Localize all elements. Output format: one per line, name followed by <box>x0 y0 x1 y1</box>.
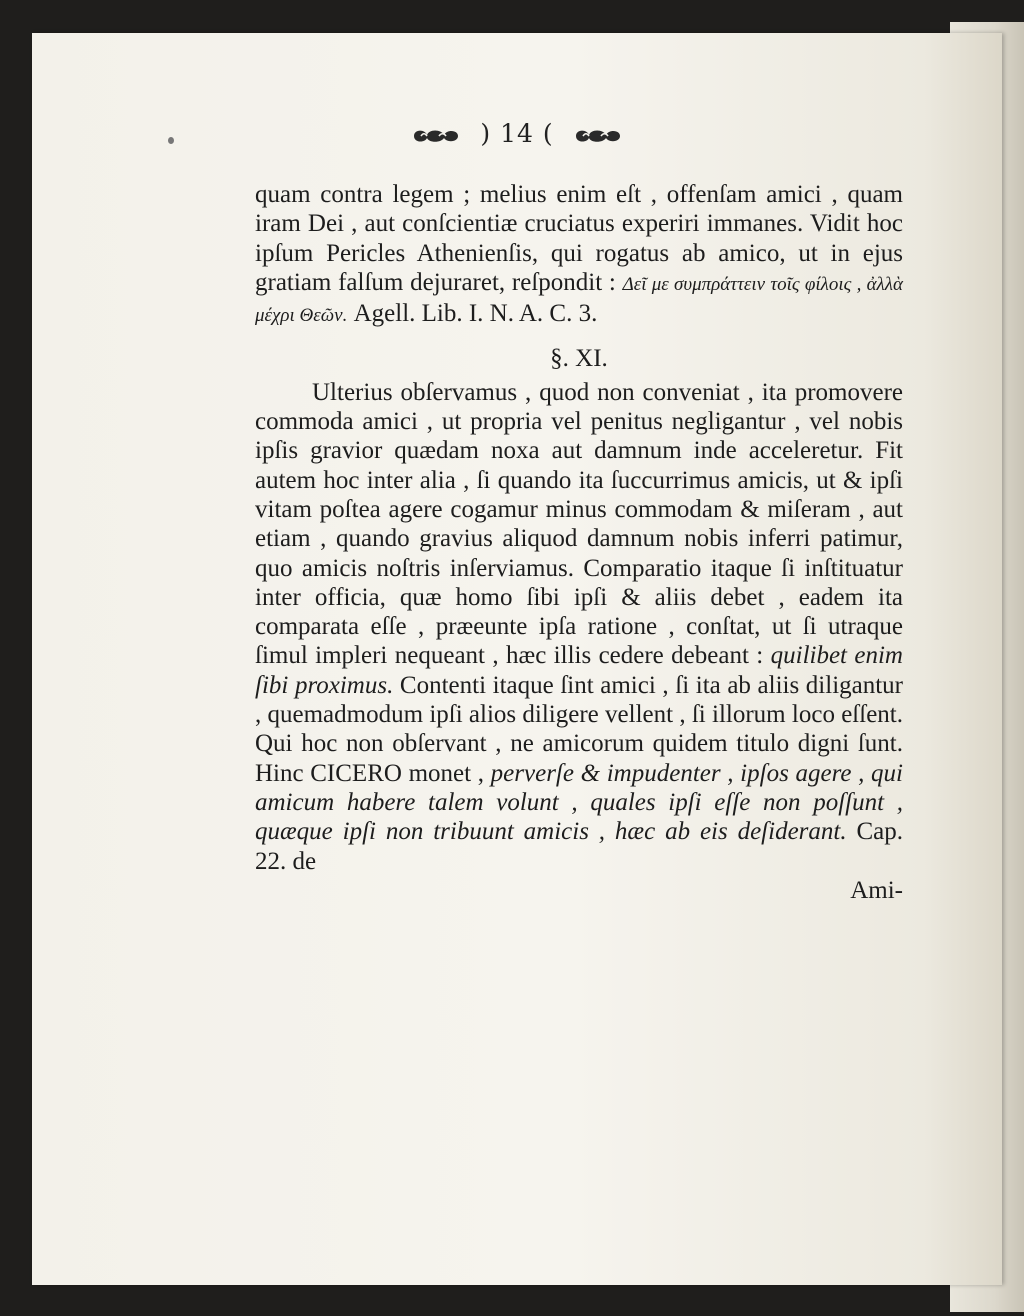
book-page <box>32 33 1002 1285</box>
section-heading: §. XI. <box>550 345 608 373</box>
catchword: Ami- <box>850 876 903 904</box>
page-header <box>32 119 1002 148</box>
paragraph-1: quam contra legem ; melius enim eſt , offenſam amici , quam iram Dei , aut conſcientiæ cruciatus experiri immanes. Vidit hoc ipſum Pericles Athenienſis, qui rogatus ab amico, ut in ejus gratiam falſum dejuraret, reſpondit : Δεῖ με συμπράττειν τοῖς φίλοις , ἀλλὰ μέχρι Θεῶν. Agell. Lib. I. N. A. C. 3. <box>255 181 903 328</box>
cicero-quote: perverſe & impudenter , ipſos agere , qui amicum habere talem volunt , quales ipſi eſſe non poſſunt , quæque ipſi non tribuunt amicis , hæc ab eis deſiderant. <box>255 759 903 846</box>
page-number: ) 14 ( <box>480 119 554 148</box>
greek-quote: Δεῖ με συμπράττειν τοῖς φίλοις , ἀλλὰ μέχρι Θεῶν. <box>255 273 903 327</box>
italic-phrase: quilibet enim ſibi proximus. <box>255 642 903 699</box>
paragraph-2: Ulterius obſervamus , quod non conveniat , ita promovere commoda amici , ut propria vel penitus negligantur , vel nobis ipſis gravior quædam noxa aut damnum inde acceleretur. Fit autem hoc inter alia , ſi quando ita ſuccurrimus amicis, ut & ipſi vitam poſtea agere cogamur minus commodam & miſeram , aut etiam , quando gravius aliquod damnum nobis inferri patimur, quo amicis noſtris inſerviamus. Comparatio itaque ſi inſtituatur inter officia, quæ homo ſibi ipſi & aliis debet , eadem ita comparata eſſe , præeunte ipſa ratione , conſtat, ut ſi utraque ſimul impleri nequeant , hæc illis cedere debeant : quilibet enim ſibi proximus. Contenti itaque ſint amici , ſi ita ab aliis diligantur , quemadmodum ipſi alios diligere vellent , ſi illorum loco eſſent. Qui hoc non obſervant , ne amicorum quidem titulo digni ſunt. Hinc CICERO monet , perverſe & impudenter , ipſos agere , qui amicum habere talem volunt , quales ipſi eſſe non poſſunt , quæque ipſi non tribuunt amicis , hæc ab eis deſiderant. Cap. 22. de <box>255 378 904 875</box>
body-text <box>255 180 903 905</box>
left-ornament-icon <box>411 127 461 145</box>
right-ornament-icon <box>573 127 623 145</box>
